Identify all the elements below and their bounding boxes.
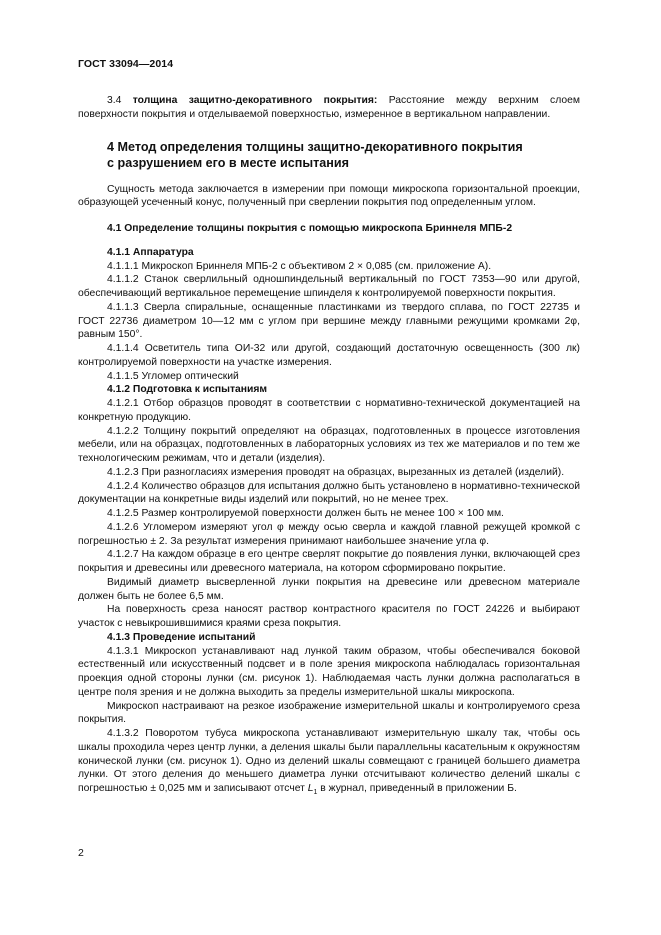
clause-4-1-2-6: 4.1.2.6 Угломером измеряют угол φ между осью сверла и каждой главной режущей кромкой с погрешностью ± 2. За результат измерения принимают наибольшее значение угла φ. bbox=[78, 521, 580, 547]
heading-4-1-3: 4.1.3 Проведение испытаний bbox=[107, 631, 256, 643]
clause-4-1-1-3: 4.1.1.3 Сверла спиральные, оснащенные пластинками из твердого сплава, по ГОСТ 22735 и ГОСТ 22736 диаметром 10—12 мм с углом при вершине между главными режущими кромками 2φ, равным 150°. bbox=[78, 301, 580, 341]
section-4-heading-line2: с разрушением его в месте испытания bbox=[107, 155, 349, 170]
visible-diameter-paragraph: Видимый диаметр высверленной лунки покрытия на древесине или древесном материале должен быть не более 6,5 мм. bbox=[78, 576, 580, 602]
clause-4-1-3-1: 4.1.3.1 Микроскоп устанавливают над лункой таким образом, чтобы обеспечивался боковой естественный или искусственный подсвет и в поле зрения микроскопа наблюдалась горизонтальная проекция одной стороны лунки (см. рисунок 1). Наблюдаемая часть лунки должна располагаться в центре поля зрения и не должна выходить за пределы измерительной шкалы микроскопа. bbox=[78, 645, 580, 698]
dye-paragraph: На поверхность среза наносят раствор контрастного красителя по ГОСТ 24226 и выбирают участок с невыкрошившимися краями среза покрытия. bbox=[78, 604, 580, 629]
clause-4-1-1-1: 4.1.1.1 Микроскоп Бриннеля МПБ-2 с объективом 2 × 0,085 (см. приложение А). bbox=[107, 260, 492, 272]
document-header: ГОСТ 33094—2014 bbox=[78, 58, 174, 70]
clause-4-1-1-4: 4.1.1.4 Осветитель типа ОИ-32 или другой, создающий достаточную освещенность (300 лк) контролируемой поверхности на участке измерения. bbox=[78, 343, 580, 368]
clause-3-4-text: Расстояние между верхним слоем поверхности покрытия и отделываемой поверхностью, измеренное в вертикальном направлении. bbox=[78, 95, 580, 120]
focus-paragraph: Микроскоп настраивают на резкое изображение измерительной шкалы и контролируемого среза покрытия. bbox=[78, 700, 580, 726]
page-content bbox=[78, 94, 580, 796]
clause-4-1-3-2 bbox=[78, 727, 580, 796]
method-essence: Сущность метода заключается в измерении при помощи микроскопа горизонтальной проекции, образующей усеченный конус, полученный при сверлении покрытия под определенным углом. bbox=[78, 183, 580, 209]
clause-4-1-1-2: 4.1.1.2 Станок сверлильный одношпиндельный вертикальный по ГОСТ 7353—90 или другой, обеспечивающий вертикальное перемещение шпинделя к контролируемой поверхности покрытия. bbox=[78, 274, 580, 299]
section-4-heading bbox=[78, 139, 580, 171]
heading-4-1: 4.1 Определение толщины покрытия с помощью микроскопа Бриннеля МПБ-2 bbox=[107, 223, 513, 234]
heading-4-1-2: 4.1.2 Подготовка к испытаниям bbox=[107, 384, 268, 396]
clause-3-4 bbox=[78, 94, 580, 122]
reading-variable: L bbox=[307, 783, 314, 794]
clause-4-1-2-7: 4.1.2.7 На каждом образце в его центре сверлят покрытие до появления лунки, включающей срез покрытия и древесины или древесного материала, на котором сформировано покрытие. bbox=[78, 549, 580, 574]
clause-4-1-3-2-text: 4.1.3.2 Поворотом тубуса микроскопа устанавливают измерительную шкалу так, чтобы ось шкалы проходила через центр лунки, а деления шкалы были параллельны касательным к окружностям конической лунки (см. рисунок 1). Одно из делений шкалы совмещают с границей большего диаметра лунки. От этого деления до меньшего диаметра лунки отсчитывают количество делений шкалы с погрешностью ± 0,025 мм и записывают отсчет bbox=[78, 728, 580, 794]
reading-subscript: 1 bbox=[313, 789, 318, 797]
page-number: 2 bbox=[78, 847, 84, 859]
clause-3-4-number: 3.4 bbox=[107, 95, 122, 106]
clause-4-1-2-3: 4.1.2.3 При разногласиях измерения проводят на образцах, вырезанных из деталей (изделий). bbox=[107, 466, 565, 478]
clause-3-4-term: толщина защитно-декоративного покрытия: bbox=[132, 95, 378, 106]
clause-4-1-2-2: 4.1.2.2 Толщину покрытий определяют на образцах, подготовленных в процессе изготовления мебели, или на образцах, подготовленных в лабораторных условиях из тех же материалов и по тем же технологическим режимам, что и детали (изделия). bbox=[78, 425, 580, 464]
heading-4-1-1: 4.1.1 Аппаратура bbox=[107, 246, 194, 258]
clause-4-1-1-5: 4.1.1.5 Угломер оптический bbox=[107, 370, 239, 382]
section-4-heading-line1: 4 Метод определения толщины защитно-декоративного покрытия bbox=[107, 139, 523, 154]
clause-4-1-2-5: 4.1.2.5 Размер контролируемой поверхности должен быть не менее 100 × 100 мм. bbox=[107, 508, 504, 519]
clause-4-1-2-1: 4.1.2.1 Отбор образцов проводят в соответствии с нормативно-технической документацией на конкретную продукцию. bbox=[78, 398, 580, 423]
clause-4-1-2-4: 4.1.2.4 Количество образцов для испытания должно быть установлено в нормативно-технической документации на конкретные виды изделий или покрытий, но не менее трех. bbox=[78, 480, 580, 506]
clause-4-1-3-2-end: в журнал, приведенный в приложении Б. bbox=[317, 783, 517, 794]
